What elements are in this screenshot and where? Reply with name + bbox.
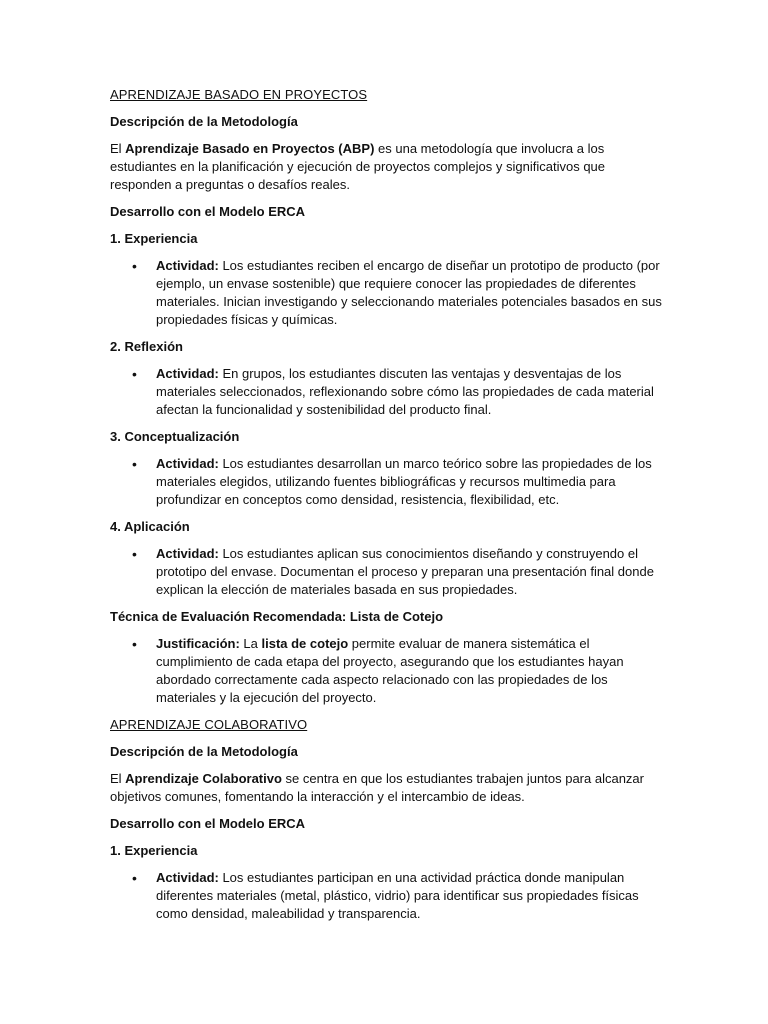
description-paragraph: El Aprendizaje Basado en Proyectos (ABP) es una metodología que involucra a los estudiantes en la planificación y ejecución de proyectos complejos y significativos que responden a preguntas o desafíos reales. [110,141,606,192]
step-heading: 1. Experiencia [110,231,198,246]
list-item: • Actividad: Los estudiantes participan en una actividad práctica donde manipulan diferentes materiales (metal, plástico, vidrio) para identificar sus propiedades físicas como densidad, maleabilidad y transparencia. [132,870,639,921]
bullet-icon: • [132,456,137,472]
list-item: • Actividad: Los estudiantes aplican sus conocimientos diseñando y construyendo el prototipo del envase. Documentan el proceso y preparan una presentación final donde explican la elección de materiales basada en sus propiedades. [132,546,654,597]
section-title: APRENDIZAJE BASADO EN PROYECTOS [110,87,368,102]
step-heading: 1. Experiencia [110,843,198,858]
bullet-icon: • [132,546,137,562]
description-heading: Descripción de la Metodología [110,114,298,129]
model-heading: Desarrollo con el Modelo ERCA [110,204,306,219]
step-heading: 4. Aplicación [110,519,190,534]
list-item: • Actividad: Los estudiantes desarrollan un marco teórico sobre las propiedades de los materiales elegidos, utilizando fuentes bibliográficas y recursos multimedia para profundizar en conceptos como densidad, resistencia, flexibilidad, etc. [132,456,652,507]
bullet-icon: • [132,636,137,652]
evaluation-heading: Técnica de Evaluación Recomendada: Lista de Cotejo [110,609,444,624]
bullet-icon: • [132,366,137,382]
section-title: APRENDIZAJE COLABORATIVO [110,717,308,732]
list-item: • Actividad: Los estudiantes reciben el encargo de diseñar un prototipo de producto (por ejemplo, un envase sostenible) que requiere conocer las propiedades de diferentes materiales. Inician investigando y seleccionando materiales potenciales basados en sus propiedades físicas y químicas. [132,258,662,327]
list-item: • Actividad: En grupos, los estudiantes discuten las ventajas y desventajas de los materiales seleccionados, reflexionando sobre cómo las propiedades de cada material afectan la funcionalidad y sostenibilidad del producto final. [132,366,654,417]
step-heading: 3. Conceptualización [110,429,240,444]
step-heading: 2. Reflexión [110,339,183,354]
description-paragraph: El Aprendizaje Colaborativo se centra en que los estudiantes trabajen juntos para alcanzar objetivos comunes, fomentando la interacción y el intercambio de ideas. [110,771,644,804]
document-page [110,86,662,932]
model-heading: Desarrollo con el Modelo ERCA [110,816,306,831]
list-item: • Justificación: La lista de cotejo permite evaluar de manera sistemática el cumplimiento de cada etapa del proyecto, asegurando que los estudiantes hayan abordado correctamente cada aspecto relacionado con las propiedades de los materiales y la ejecución del proyecto. [132,636,624,705]
bullet-icon: • [132,870,137,886]
description-heading: Descripción de la Metodología [110,744,298,759]
bullet-icon: • [132,258,137,274]
